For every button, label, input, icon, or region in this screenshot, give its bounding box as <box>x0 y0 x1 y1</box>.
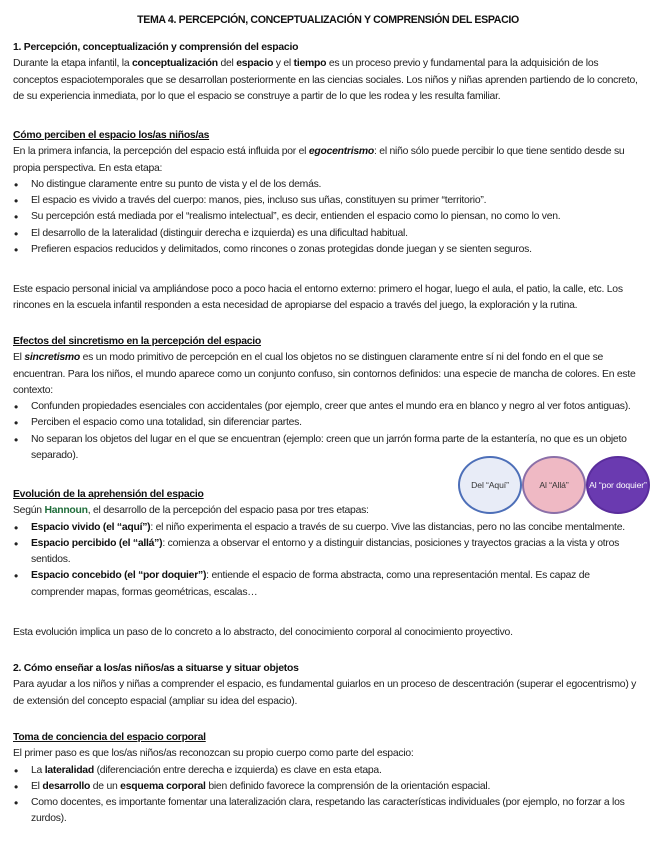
section-paragraph: Esta evolución implica un paso de lo concreto a lo abstracto, del conocimiento corporal al conocimiento proyectivo. <box>13 627 513 638</box>
section-heading: Efectos del sincretismo en la percepción del espacio <box>13 336 262 347</box>
list-item: • Espacio vivido (el “aquí”): el niño experimenta el espacio a través de su cuerpo. Vive las distancias, pero no las concibe mentalmente. <box>13 520 645 536</box>
section-heading: 2. Cómo enseñar a los/as niños/as a situarse y situar objetos <box>13 663 299 674</box>
section-perception <box>13 40 645 105</box>
section-heading: Cómo perciben el espacio los/as niños/as <box>13 130 210 141</box>
stage-circle-here: Del “Aquí” <box>458 456 522 514</box>
list-item: • Prefieren espacios reducidos y delimitados, como rincones o zonas protegidas donde juegan y se sienten seguros. <box>13 242 645 258</box>
stage-circle-there: Al “Allá” <box>522 456 586 514</box>
section-paragraph: Durante la etapa infantil, la conceptualización del espacio y el tiempo es un proceso previo y fundamental para la adquisición de los conceptos espaciotemporales que se desarrollan posteriormente en las ciencias sociales. Los niños y niñas aprenden partiendo de lo concreto, de su experiencia inmediata, por lo que el espacio se construye a partir de lo que les rodea y les resulta familiar. <box>13 58 638 102</box>
section-evolution <box>13 487 645 601</box>
list-item: • No distingue claramente entre su punto de vista y el de los demás. <box>13 177 645 193</box>
list-item: • Espacio percibido (el “allá”): comienza a observar el entorno y a distinguir distancias, posiciones y trayectos gracias a la vista y otros sentidos. <box>13 536 645 569</box>
section-paragraph: Este espacio personal inicial va ampliándose poco a poco hacia el entorno externo: primero el hogar, luego el aula, el patio, la calle, etc. Los rincones en la escuela infantil responden a esta necesidad de apropiarse del espacio a través del juego, la exploración y la rutina. <box>13 284 623 312</box>
section-intro: El sincretismo es un modo primitivo de percepción en el cual los objetos no se distinguen claramente entre sí ni del fondo en el que se encuentran. Para los niños, el mundo aparece como un conjunto confuso, sin contornos definidos: una especie de mancha de colores. En este contexto: <box>13 352 636 396</box>
list-item: • Perciben el espacio como una totalidad, sin diferenciar partes. <box>13 415 645 431</box>
bullet-list <box>13 520 645 601</box>
list-item: • Su percepción está mediada por el “realismo intelectual”, es decir, entienden el espacio como lo piensan, no como lo ven. <box>13 209 645 225</box>
section-outro <box>13 625 645 641</box>
list-item: • El desarrollo de la lateralidad (distinguir derecha e izquierda) es una dificultad habitual. <box>13 226 645 242</box>
bullet-list <box>13 399 645 464</box>
list-item: • La lateralidad (diferenciación entre derecha e izquierda) es clave en esta etapa. <box>13 763 645 779</box>
section-syncretism <box>13 334 645 464</box>
list-item: • El espacio es vivido a través del cuerpo: manos, pies, incluso sus uñas, constituyen su primer “territorio”. <box>13 193 645 209</box>
section-outro <box>13 282 645 315</box>
section-heading: Toma de conciencia del espacio corporal <box>13 732 206 743</box>
list-item: • Espacio concebido (el “por doquier”): entiende el espacio de forma abstracta, como una representación mental. Es capaz de comprender mapas, formas geométricas, escalas… <box>13 568 645 601</box>
section-heading: Evolución de la aprehensión del espacio <box>13 489 204 500</box>
section-body-awareness <box>13 730 645 828</box>
section-intro: En la primera infancia, la percepción del espacio está influida por el egocentrismo: el niño sólo puede percibir lo que tiene sentido desde su propia perspectiva. En esta etapa: <box>13 146 625 174</box>
section-teaching <box>13 661 645 710</box>
stage-circle-everywhere: Al “por doquier” <box>586 456 650 514</box>
list-item: • Confunden propiedades esenciales con accidentales (por ejemplo, creer que antes el mundo era en blanco y negro al ver fotos antiguas). <box>13 399 645 415</box>
section-intro: El primer paso es que los/as niños/as reconozcan su propio cuerpo como parte del espacio: <box>13 748 414 760</box>
document-title: TEMA 4. PERCEPCIÓN, CONCEPTUALIZACIÓN Y COMPRENSIÓN DEL ESPACIO <box>137 14 519 26</box>
list-item: • El desarrollo de un esquema corporal bien definido favorece la comprensión de la orientación espacial. <box>13 779 645 795</box>
section-paragraph: Para ayudar a los niños y niñas a comprender el espacio, es fundamental guiarlos en un proceso de descentración (superar el egocentrismo) y de extensión del concepto espacial (ampliar su idea del espacio). <box>13 679 637 707</box>
bullet-list <box>13 763 645 828</box>
section-how-children-perceive <box>13 128 645 258</box>
list-item: • Como docentes, es importante fomentar una lateralización clara, respetando las características individuales (por ejemplo, no forzar a los zurdos). <box>13 795 645 828</box>
section-intro: Según Hannoun, el desarrollo de la percepción del espacio pasa por tres etapas: <box>13 505 369 517</box>
bullet-list <box>13 177 645 258</box>
list-item: • No separan los objetos del lugar en el que se encuentran (ejemplo: creen que un jarrón forma parte de la estantería, no que es un objeto separado). <box>13 432 641 465</box>
section-heading: 1. Percepción, conceptualización y comprensión del espacio <box>13 42 299 53</box>
